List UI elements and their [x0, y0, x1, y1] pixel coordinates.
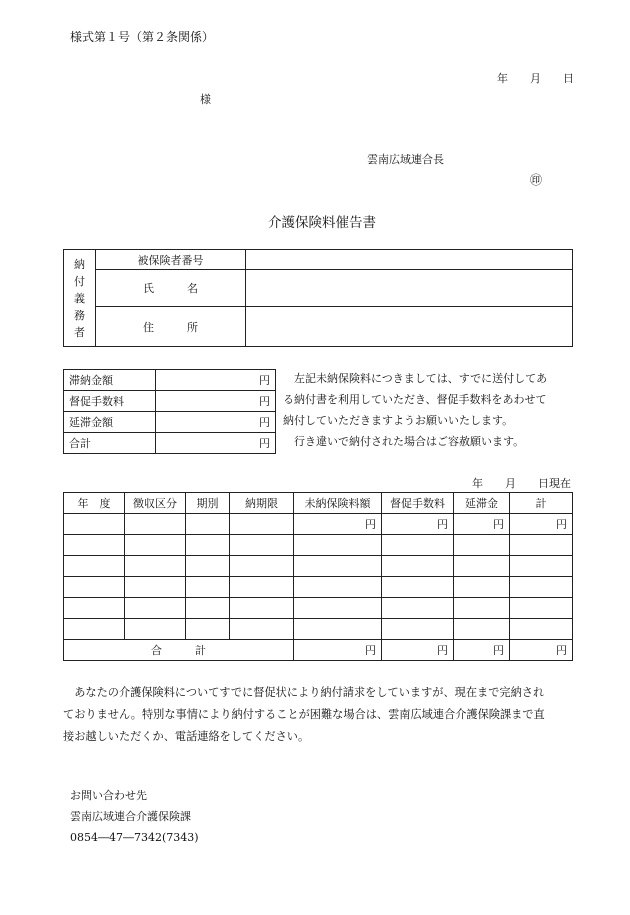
payer-row-address	[64, 307, 573, 347]
header-unpaid-premium: 未納保険料額	[294, 493, 382, 514]
amount-row	[64, 412, 276, 433]
body-text: あなたの介護保険料についてすでに督促状により納付請求をしていますが、現在まで完納され ておりません。特別な事情により納付することが困難な場合は、雲南広域連合介護保険課まで直 接お越しいただくか、電話連絡をしてください。	[63, 686, 545, 743]
page-title: 介護保険料催告書	[268, 215, 376, 231]
reminder-fee-label: 督促手数料	[64, 391, 156, 412]
payer-label: 納 付 義 務 者	[64, 250, 96, 347]
address-label: 住 所	[96, 307, 246, 347]
delinquent-amount-field[interactable]: 円	[156, 370, 276, 391]
header-period: 期別	[186, 493, 230, 514]
contact-block	[70, 785, 199, 848]
form-number: 様式第１号（第２条関係）	[70, 30, 215, 44]
amount-row	[64, 391, 276, 412]
insured-number-label: 被保険者番号	[96, 250, 246, 270]
contact-phone: 0854―47―7342(7343)	[70, 831, 199, 844]
table-row: 円 円 円 円	[64, 514, 573, 535]
detail-header-row	[64, 493, 573, 514]
header-total: 計	[510, 493, 573, 514]
table-row	[64, 619, 573, 640]
table-row	[64, 535, 573, 556]
header-collection-type: 徴収区分	[125, 493, 186, 514]
late-fee-label: 延滞金額	[64, 412, 156, 433]
contact-heading: お問い合わせ先	[70, 789, 147, 802]
date-line: 年 月 日	[497, 72, 574, 85]
late-fee-field[interactable]: 円	[156, 412, 276, 433]
detail-table	[63, 492, 573, 661]
contact-department: 雲南広域連合介護保険課	[70, 810, 191, 823]
amount-row	[64, 433, 276, 454]
name-field[interactable]	[246, 270, 573, 307]
reminder-fee-field[interactable]: 円	[156, 391, 276, 412]
payer-row-name	[64, 270, 573, 307]
address-field[interactable]	[246, 307, 573, 347]
seal-mark: ㊞	[530, 173, 543, 187]
amounts-table	[63, 369, 276, 454]
payer-table	[63, 249, 573, 347]
as-of-date: 年 月 日現在	[472, 477, 571, 490]
header-due-date: 納期限	[230, 493, 294, 514]
total-field[interactable]: 円	[156, 433, 276, 454]
insured-number-field[interactable]	[246, 250, 573, 270]
table-row	[64, 598, 573, 619]
header-late-fee: 延滞金	[454, 493, 510, 514]
notice-text: 左記未納保険料につきましては、すでに送付してあ る納付書を利用していただき、督促手数料をあわせて 納付していただきますようお願いいたします。 行き違いで納付された場合はご容赦願います。	[283, 372, 548, 448]
header-fiscal-year: 年 度	[64, 493, 125, 514]
table-row	[64, 556, 573, 577]
name-label: 氏 名	[96, 270, 246, 307]
payer-row-insured-number	[64, 250, 573, 270]
detail-total-row: 合 計 円 円 円 円	[64, 640, 573, 661]
issuer-name: 雲南広域連合長	[367, 153, 444, 166]
header-reminder-fee: 督促手数料	[382, 493, 454, 514]
delinquent-amount-label: 滞納金額	[64, 370, 156, 391]
total-label: 合計	[64, 433, 156, 454]
amount-row	[64, 370, 276, 391]
detail-total-label: 合 計	[64, 640, 294, 661]
recipient-suffix: 様	[200, 93, 211, 106]
table-row	[64, 577, 573, 598]
